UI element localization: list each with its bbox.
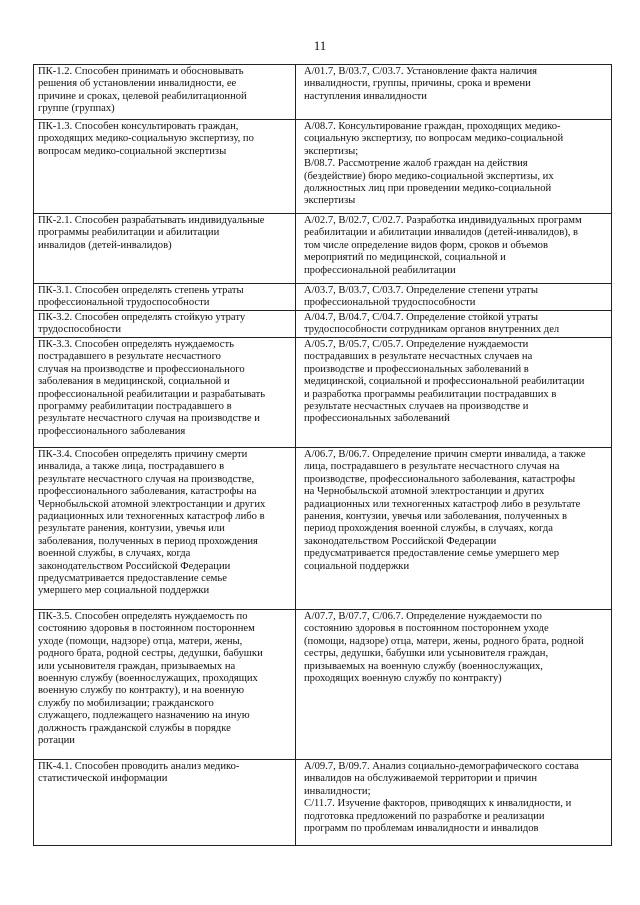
page-number: 11: [313, 38, 327, 53]
labor-function-cell: А/08.7. Консультирование граждан, проходящих медико- социальную экспертизу, по вопросам медико-социальной экспертизы; В/08.7. Рассмотрение жалоб граждан на действия (бездействие) бюро медико-социальной экспертизы, их должностных лиц при проведении медико-социальной экспертизы: [296, 120, 612, 214]
table-row: [34, 284, 612, 311]
competence-cell: ПК-3.4. Способен определять причину смерти инвалида, а также лица, пострадавшего в результате несчастного случая на производстве, профессионального заболевания, катастрофы на Чернобыльской атомной электростанции и других радиационных или техногенных катастроф либо в результате ранения, контузии, увечья или заболевания, полученных в период прохождения военной службы, в случаях, когда законодательством Российской Федерации предусматривается предоставление семье умершего мер социальной поддержки: [34, 448, 296, 610]
table-row: [34, 338, 612, 448]
competence-cell: ПК-1.3. Способен консультировать граждан, проходящих медико-социальную экспертизу, по вопросам медико-социальной экспертизы: [34, 120, 296, 214]
table-row: [34, 760, 612, 846]
table-row: [34, 610, 612, 760]
competence-cell: ПК-1.2. Способен принимать и обосновывать решения об установлении инвалидности, ее причине и сроках, целевой реабилитационной группе (группах): [34, 65, 296, 120]
competence-cell: ПК-2.1. Способен разрабатывать индивидуальные программы реабилитации и абилитации инвалидов (детей-инвалидов): [34, 214, 296, 284]
labor-function-cell: А/09.7, В/09.7. Анализ социально-демографического состава инвалидов на обслуживаемой территории и причин инвалидности; С/11.7. Изучение факторов, приводящих к инвалидности, и подготовка предложений по разработке и реализации программ по проблемам инвалидности и инвалидов: [296, 760, 612, 846]
labor-function-cell: А/05.7, В/05.7, С/05.7. Определение нуждаемости пострадавших в результате несчастных случаев на производстве и профессиональных заболеваний в медицинской, социальной и профессиональной реабилитации и разработка программы реабилитации пострадавших в результате несчастных случаев на производстве и профессиональных заболеваний: [296, 338, 612, 448]
competence-cell: ПК-3.3. Способен определять нуждаемость пострадавшего в результате несчастного случая на производстве и профессионального заболевания в медицинской, социальной и профессиональной реабилитации и разрабатывать программу реабилитации пострадавшего в результате несчастного случая на производстве и профессионального заболевания: [34, 338, 296, 448]
competence-cell: ПК-4.1. Способен проводить анализ медико- статистической информации: [34, 760, 296, 846]
labor-function-cell: А/01.7, В/03.7, С/03.7. Установление факта наличия инвалидности, группы, причины, срока и времени наступления инвалидности: [296, 65, 612, 120]
table-row: [34, 448, 612, 610]
labor-function-cell: А/07.7, В/07.7, С/06.7. Определение нуждаемости по состоянию здоровья в постоянном постороннем уходе (помощи, надзоре) отца, матери, жены, родного брата, родной сестры, дедушки, бабушки или усыновителя граждан, призываемых на военную службу (военнослужащих, проходящих военную службу по контракту): [296, 610, 612, 760]
competence-cell: ПК-3.2. Способен определять стойкую утрату трудоспособности: [34, 311, 296, 338]
labor-function-cell: А/04.7, В/04.7, С/04.7. Определение стойкой утраты трудоспособности сотрудникам органов внутренних дел: [296, 311, 612, 338]
labor-function-cell: А/02.7, В/02.7, С/02.7. Разработка индивидуальных программ реабилитации и абилитации инвалидов (детей-инвалидов), в том числе определение видов форм, сроков и объемов мероприятий по медицинской, социальной и профессиональной реабилитации: [296, 214, 612, 284]
table-row: [34, 311, 612, 338]
competence-cell: ПК-3.5. Способен определять нуждаемость по состоянию здоровья в постоянном постороннем уходе (помощи, надзоре) отца, матери, жены, родного брата, родной сестры, дедушки, бабушки или усыновителя граждан, призываемых на военную службу (военнослужащих, проходящих военную службу по контракту), и на военную службу по мобилизации; гражданского служащего, подлежащего назначению на иную должность гражданской службы в порядке ротации: [34, 610, 296, 760]
labor-function-cell: А/06.7, В/06.7. Определение причин смерти инвалида, а также лица, пострадавшего в результате несчастного случая на производстве, профессионального заболевания, катастрофы на Чернобыльской атомной электростанции и других радиационных или техногенных катастроф либо в результате ранения, контузии, увечья или заболевания, полученных в период прохождения военной службы, в случаях, когда законодательством Российской Федерации предусматривается предоставление семье умершего мер социальной поддержки: [296, 448, 612, 610]
table-row: [34, 214, 612, 284]
competence-table: [33, 64, 612, 846]
labor-function-cell: А/03.7, В/03.7, С/03.7. Определение степени утраты профессиональной трудоспособности: [296, 284, 612, 311]
table-row: [34, 120, 612, 214]
competence-cell: ПК-3.1. Способен определять степень утраты профессиональной трудоспособности: [34, 284, 296, 311]
table-row: [34, 65, 612, 120]
